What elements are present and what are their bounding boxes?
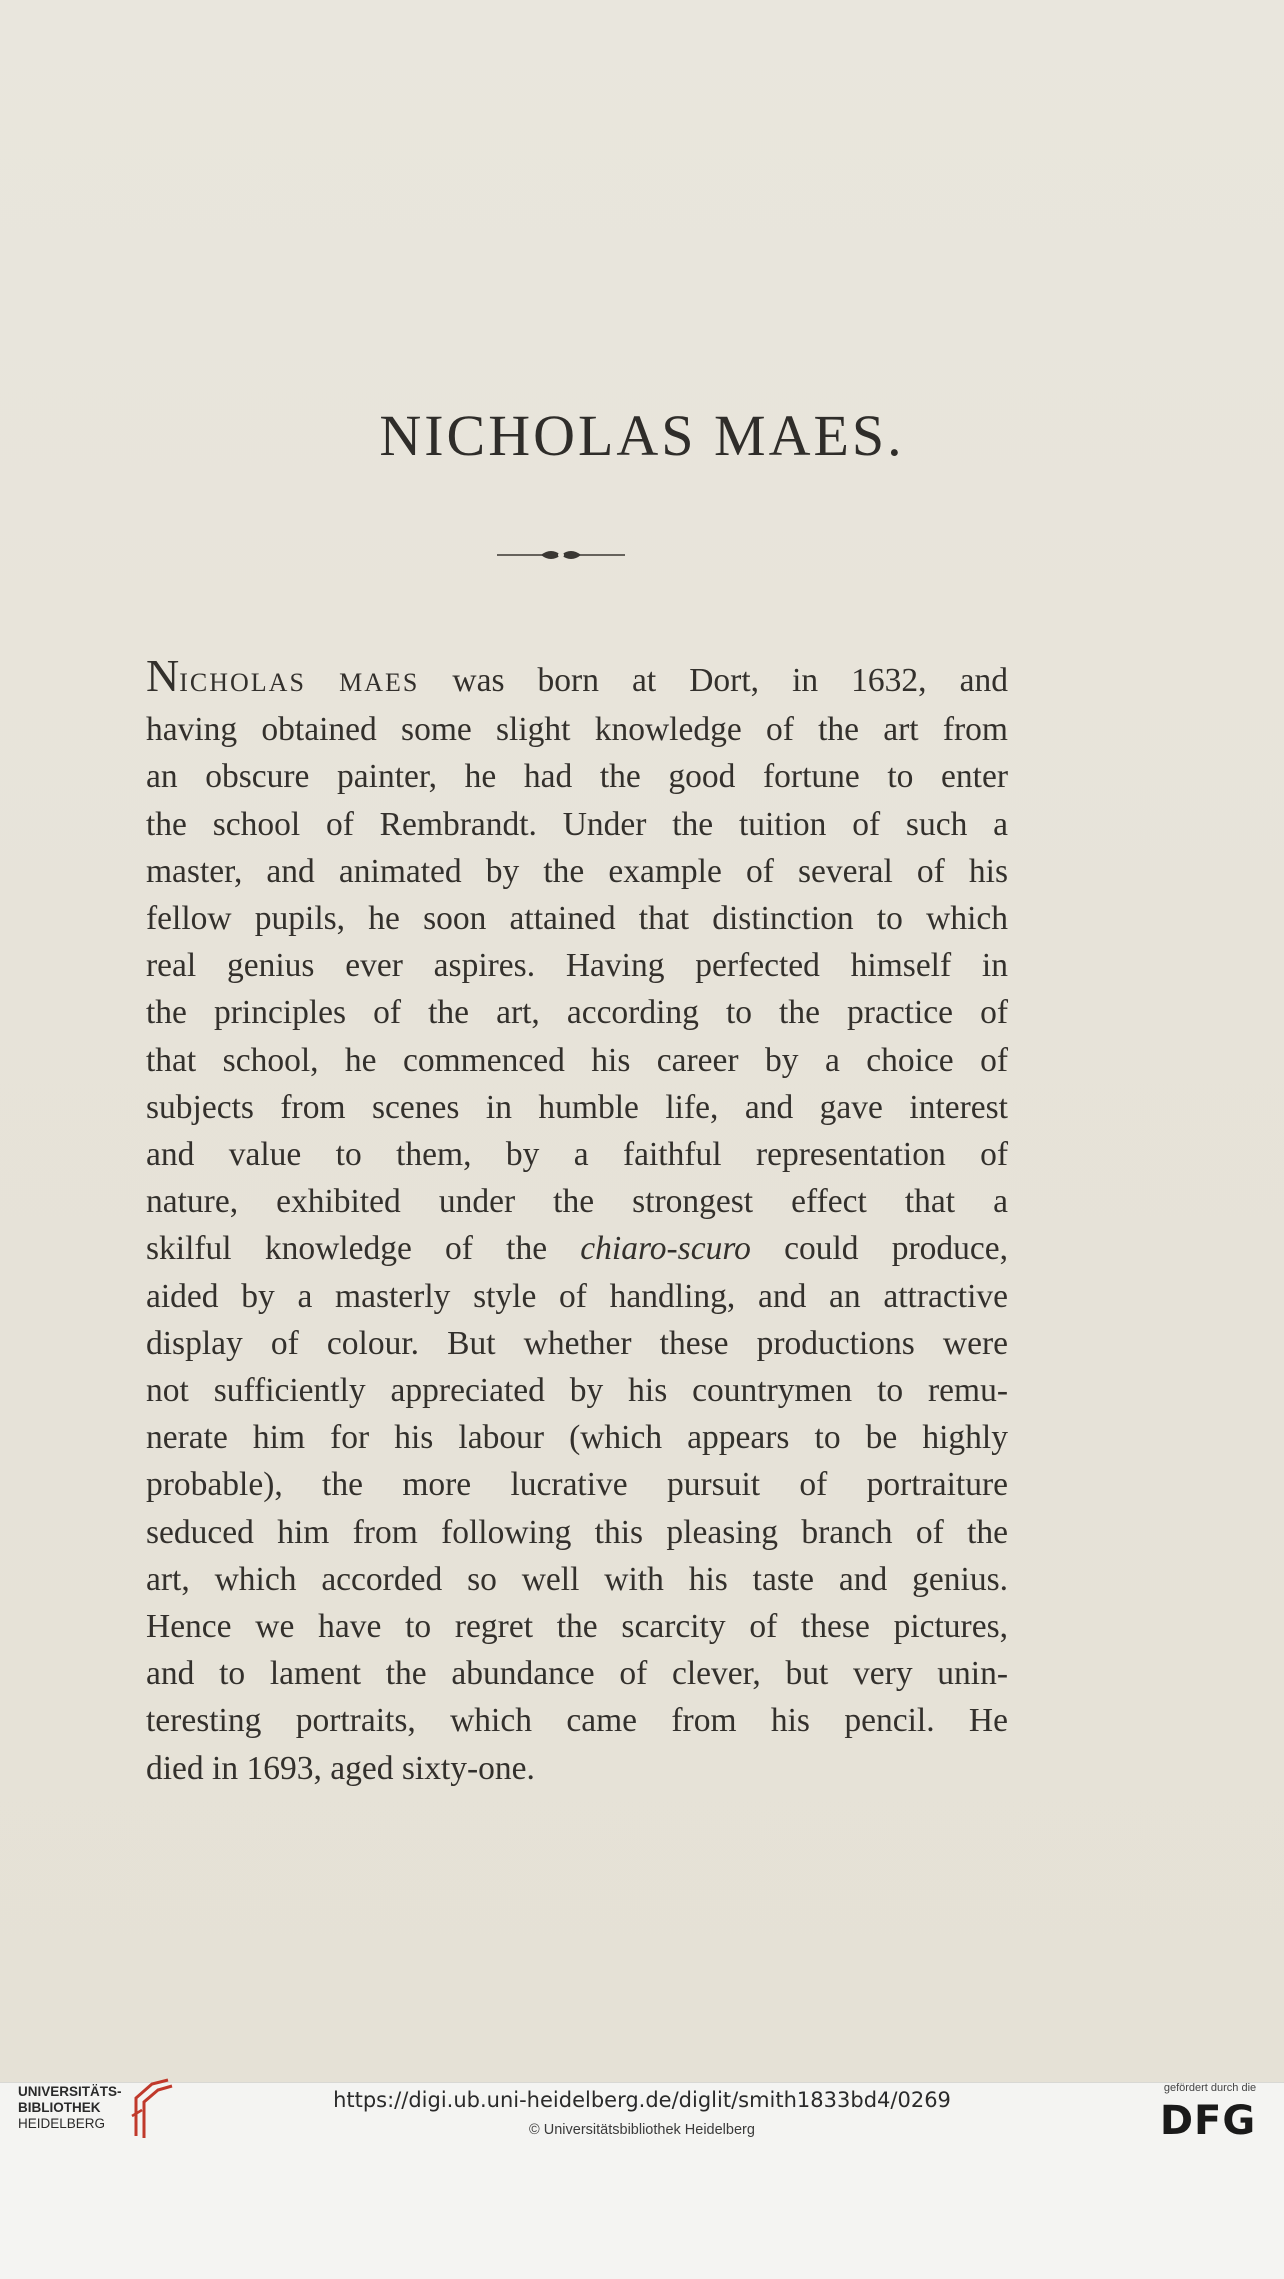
- text-line: Hence we have to regret the scarcity of these pictures,: [146, 1608, 1008, 1646]
- library-name-line: BIBLIOTHEK: [18, 2100, 101, 2115]
- text-line: subjects from scenes in humble life, and gave interest: [146, 1088, 1008, 1126]
- text-line: teresting portraits, which came from his pencil. He: [146, 1702, 1008, 1740]
- text-line: having obtained some slight knowledge of the art from: [146, 711, 1008, 749]
- text-line: real genius ever aspires. Having perfected himself in: [146, 947, 1008, 985]
- text-line: an obscure painter, he had the good fortune to enter: [146, 758, 1008, 796]
- funded-by-label: gefördert durch die: [1163, 2082, 1257, 2094]
- text-line: probable), the more lucrative pursuit of portraiture: [146, 1466, 1008, 1504]
- text-line: nature, exhibited under the strongest effect that a: [146, 1183, 1008, 1221]
- text-line: nerate him for his labour (which appears to be highly: [146, 1419, 1008, 1457]
- permalink-url[interactable]: https://digi.ub.uni-heidelberg.de/diglit/smith1833bd4/0269: [333, 2088, 951, 2112]
- text-line-italic: [146, 1225, 1008, 1272]
- copyright-notice: © Universitätsbibliothek Heidelberg: [529, 2122, 755, 2138]
- chapter-title: NICHOLAS MAES.: [379, 403, 905, 468]
- library-name-line: HEIDELBERG: [18, 2116, 106, 2131]
- italic-term: chiaro-scuro: [580, 1230, 751, 1268]
- text-line: fellow pupils, he soon attained that distinction to which: [146, 900, 1008, 938]
- text-line: the school of Rembrandt. Under the tuition of such a: [146, 805, 1008, 843]
- ornament-divider-icon: [497, 543, 625, 567]
- text-line: seduced him from following this pleasing branch of the: [146, 1513, 1008, 1551]
- first-line-rest: was born at Dort, in 1632, and: [419, 662, 1008, 699]
- text-line: not sufficiently appreciated by his countrymen to remu-: [146, 1372, 1008, 1410]
- smallcaps-name: ICHOLAS MAES: [179, 668, 420, 697]
- text-line: aided by a masterly style of handling, and an attractive: [146, 1277, 1008, 1315]
- text-line-first: [146, 652, 1008, 706]
- library-name-line: UNIVERSITÄTS-: [18, 2084, 122, 2099]
- italic-line-before: skilful knowledge of the: [146, 1230, 581, 1268]
- text-line: the principles of the art, according to the practice of: [146, 994, 1008, 1032]
- body-paragraph: [146, 652, 1008, 1792]
- dfg-logo-icon[interactable]: DFG: [1159, 2098, 1257, 2144]
- text-line: that school, he commenced his career by a choice of: [146, 1041, 1008, 1079]
- text-line-last: died in 1693, aged sixty-one.: [146, 1749, 535, 1787]
- text-line: and to lament the abundance of clever, but very unin-: [146, 1655, 1008, 1693]
- drop-cap: N: [146, 650, 180, 701]
- text-line: master, and animated by the example of several of his: [146, 852, 1008, 890]
- text-line: and value to them, by a faithful representation of: [146, 1136, 1008, 1174]
- italic-line-after: could produce,: [750, 1230, 1008, 1268]
- text-line: display of colour. But whether these productions were: [146, 1324, 1008, 1362]
- text-line: art, which accorded so well with his taste and genius.: [146, 1560, 1008, 1598]
